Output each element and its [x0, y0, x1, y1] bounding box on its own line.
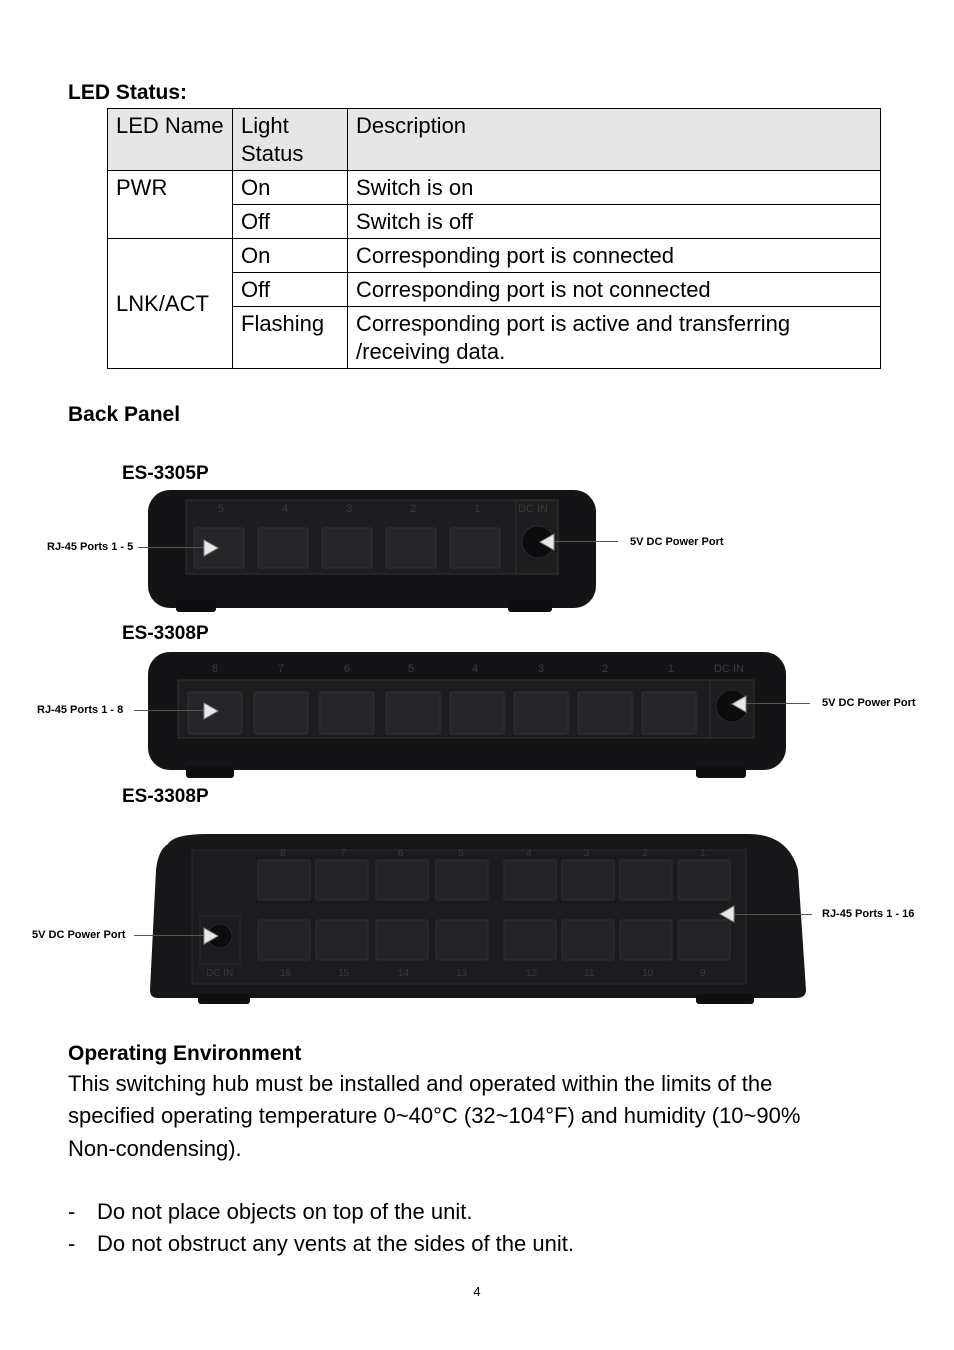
- dc-in-label: DC IN: [518, 503, 548, 515]
- port-number-label: 7: [340, 848, 346, 859]
- callout-line: [550, 541, 618, 542]
- back-panel-heading: Back Panel: [68, 403, 181, 426]
- description-cell: Corresponding port is connected: [348, 239, 881, 273]
- callout-5v-dc-power-port: 5V DC Power Port: [822, 697, 916, 709]
- note-text: Do not obstruct any vents at the sides of the unit.: [97, 1231, 574, 1256]
- port-number-label: 4: [526, 848, 532, 859]
- port-number-label: 3: [584, 848, 590, 859]
- callout-line: [134, 935, 208, 936]
- led-status-heading: LED Status:: [68, 81, 188, 104]
- port-number-label: 16: [280, 968, 292, 979]
- arrow-icon: [540, 533, 556, 551]
- callout-rj45-ports-1-5: RJ-45 Ports 1 - 5: [47, 541, 134, 553]
- led-status-table: [107, 108, 881, 369]
- arrow-icon: [720, 905, 736, 923]
- table-header-row: [108, 109, 881, 171]
- port-number-label: 5: [458, 848, 464, 859]
- port-number-label: 11: [584, 968, 595, 979]
- callout-line: [734, 914, 812, 915]
- description-cell: Corresponding port is not connected: [348, 273, 881, 307]
- operating-text-line-2: specified operating temperature 0~40°C (32~104°F) and humidity (10~90%: [68, 1103, 801, 1128]
- light-status-cell: Off: [233, 273, 348, 307]
- callout-5v-dc-power-port: 5V DC Power Port: [32, 929, 126, 941]
- port-number-label: 7: [278, 663, 285, 675]
- header-light-status: Light Status: [233, 109, 348, 171]
- callout-line: [134, 710, 208, 711]
- es-3308p-16-back-panel-image: [148, 830, 812, 1006]
- operating-text-line-3: Non-condensing).: [68, 1136, 242, 1161]
- model-label-es-3308p: ES-3308P: [122, 623, 209, 644]
- table-row: [108, 239, 881, 273]
- dc-in-label: DC IN: [206, 968, 234, 979]
- page-number: 4: [473, 1284, 481, 1299]
- light-status-cell: Flashing: [233, 307, 348, 369]
- light-status-cell: On: [233, 239, 348, 273]
- port-number-label: 12: [526, 968, 538, 979]
- port-number-label: 9: [700, 968, 706, 979]
- table-row: [108, 171, 881, 205]
- port-number-label: 8: [280, 848, 286, 859]
- port-number-label: 1: [474, 503, 481, 515]
- list-item: [68, 1196, 574, 1228]
- port-number-label: 4: [282, 503, 289, 515]
- description-cell: Switch is off: [348, 205, 881, 239]
- callout-rj45-ports-1-8: RJ-45 Ports 1 - 8: [37, 704, 124, 716]
- description-cell: Switch is on: [348, 171, 881, 205]
- notes-list: [68, 1196, 574, 1260]
- description-cell: Corresponding port is active and transferring /receiving data.: [348, 307, 881, 369]
- port-number-label: 5: [218, 503, 225, 515]
- bullet-dash: -: [68, 1199, 76, 1224]
- light-status-cell: Off: [233, 205, 348, 239]
- header-description: Description: [348, 109, 881, 171]
- list-item: [68, 1228, 574, 1260]
- port-number-label: 3: [538, 663, 545, 675]
- port-number-label: 6: [344, 663, 351, 675]
- model-label-es-3305p: ES-3305P: [122, 463, 209, 484]
- port-number-label: 2: [410, 503, 417, 515]
- es-3308p-back-panel-image: [146, 650, 788, 780]
- port-number-label: 2: [602, 663, 609, 675]
- arrow-icon: [204, 927, 220, 945]
- bullet-dash: -: [68, 1231, 76, 1256]
- callout-rj45-ports-1-16: RJ-45 Ports 1 - 16: [822, 908, 915, 920]
- port-number-label: 15: [338, 968, 350, 979]
- light-status-cell: On: [233, 171, 348, 205]
- callout-5v-dc-power-port: 5V DC Power Port: [630, 536, 724, 548]
- port-number-label: 5: [408, 663, 415, 675]
- arrow-icon: [204, 539, 220, 557]
- port-number-label: 10: [642, 968, 654, 979]
- port-number-label: 13: [456, 968, 468, 979]
- port-number-label: 14: [398, 968, 410, 979]
- model-label-es-3308p-16: ES-3308P: [122, 786, 209, 807]
- led-name-cell: PWR: [108, 171, 233, 239]
- port-number-label: 3: [346, 503, 353, 515]
- port-number-label: 8: [212, 663, 219, 675]
- port-number-label: 4: [472, 663, 479, 675]
- led-name-cell: LNK/ACT: [108, 239, 233, 369]
- note-text: Do not place objects on top of the unit.: [97, 1199, 473, 1224]
- arrow-icon: [732, 695, 748, 713]
- callout-line: [744, 703, 810, 704]
- port-number-label: 1: [668, 663, 675, 675]
- callout-line: [138, 547, 208, 548]
- port-number-label: 1: [700, 848, 706, 859]
- dc-in-label: DC IN: [714, 663, 744, 675]
- operating-environment-heading: Operating Environment: [68, 1042, 302, 1065]
- operating-text-line-1: This switching hub must be installed and operated within the limits of the: [68, 1071, 773, 1096]
- arrow-icon: [204, 702, 220, 720]
- port-number-label: 6: [398, 848, 404, 859]
- port-number-label: 2: [642, 848, 648, 859]
- header-led-name: LED Name: [108, 109, 233, 171]
